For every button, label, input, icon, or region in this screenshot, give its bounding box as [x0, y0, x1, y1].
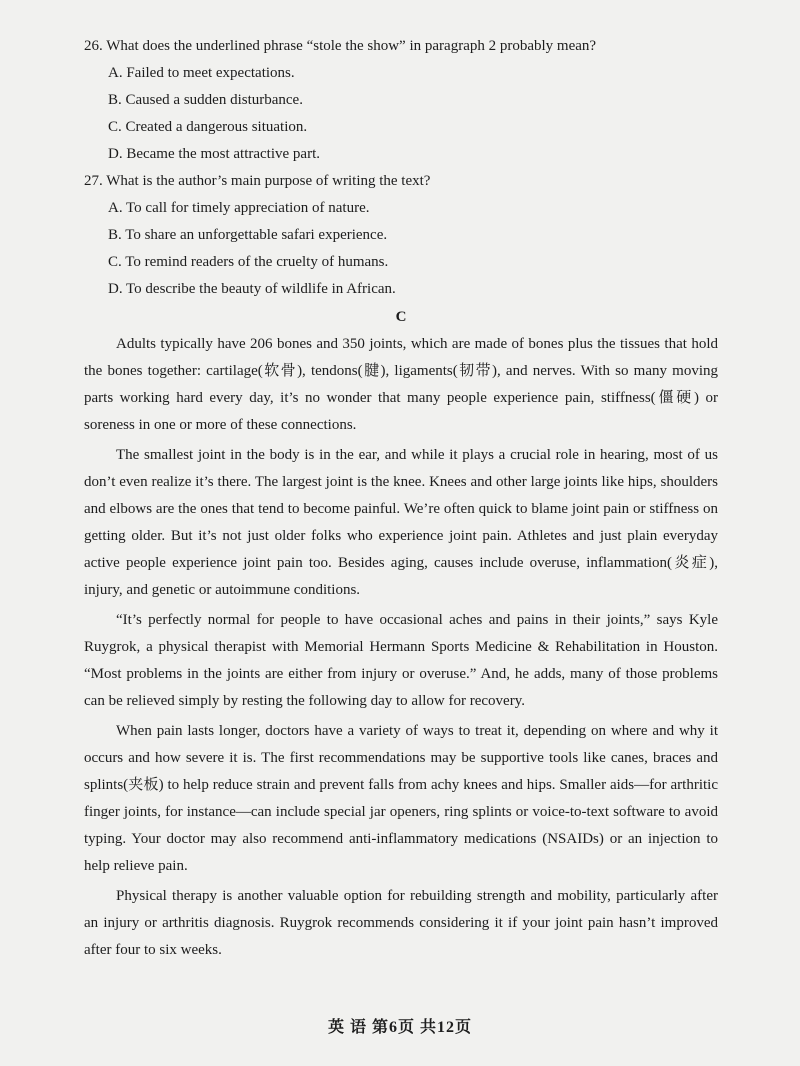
question-26-option-d: D. Became the most attractive part. — [108, 146, 320, 162]
question-26 — [84, 33, 718, 168]
question-26-option-b: B. Caused a sudden disturbance. — [108, 92, 303, 108]
question-27-option-a: A. To call for timely appreciation of nature. — [108, 200, 370, 216]
passage-paragraph-2: The smallest joint in the body is in the ear, and while it plays a crucial role in hearing, most of us don’t even realize it’s there. The largest joint is the knee. Knees and other large joints like hips, shoulders and elbows are the ones that tend to become painful. We’re often quick to blame joint pain or stiffness on getting older. But it’s not just older folks who experience joint pain. Athletes and just plain everyday active people experience joint pain too. Besides aging, causes include overuse, inflammation(炎症), injury, and genetic or autoimmune conditions. — [84, 447, 718, 598]
passage-paragraph-3: “It’s perfectly normal for people to have occasional aches and pains in their joints,” says Kyle Ruygrok, a physical therapist with Memorial Hermann Sports Medicine & Rehabilitation in Houston. “Most problems in the joints are either from injury or overuse.” And, he adds, many of those problems can be relieved simply by resting the following day to allow for recovery. — [84, 612, 718, 709]
question-26-option-a: A. Failed to meet expectations. — [108, 65, 295, 81]
question-27-stem: 27. What is the author’s main purpose of writing the text? — [84, 173, 431, 189]
question-27-option-b: B. To share an unforgettable safari experience. — [108, 227, 388, 243]
page-footer: 英 语 第6页 共12页 — [327, 1019, 472, 1036]
passage-paragraph-4: When pain lasts longer, doctors have a variety of ways to treat it, depending on where and why it occurs and how severe it is. The first recommendations may be supportive tools like canes, braces and splints(夹板) to help reduce strain and prevent falls from achy knees and hips. Smaller aids—for arthritic finger joints, for instance—can include special jar openers, ring splints or voice-to-text software to avoid typing. Your doctor may also recommend anti-inflammatory medications (NSAIDs) or an injection to help relieve pain. — [84, 723, 718, 874]
section-title: C — [395, 309, 407, 325]
question-27-option-c: C. To remind readers of the cruelty of humans. — [108, 254, 389, 270]
question-26-stem: 26. What does the underlined phrase “stole the show” in paragraph 2 probably mean? — [84, 38, 597, 54]
question-27 — [84, 168, 718, 303]
passage-c — [84, 331, 718, 964]
question-27-option-d: D. To describe the beauty of wildlife in African. — [108, 281, 396, 297]
passage-paragraph-5: Physical therapy is another valuable option for rebuilding strength and mobility, particularly after an injury or arthritis diagnosis. Ruygrok recommends considering it if your joint pain hasn’t improved after four to six weeks. — [84, 888, 718, 958]
passage-paragraph-1: Adults typically have 206 bones and 350 joints, which are made of bones plus the tissues that hold the bones together: cartilage(软骨), tendons(腱), ligaments(韧带), and nerves. With so many moving parts working hard every day, it’s no wonder that many people experience pain, stiffness(僵硬) or soreness in one or more of these connections. — [84, 336, 718, 433]
question-26-option-c: C. Created a dangerous situation. — [108, 119, 308, 135]
